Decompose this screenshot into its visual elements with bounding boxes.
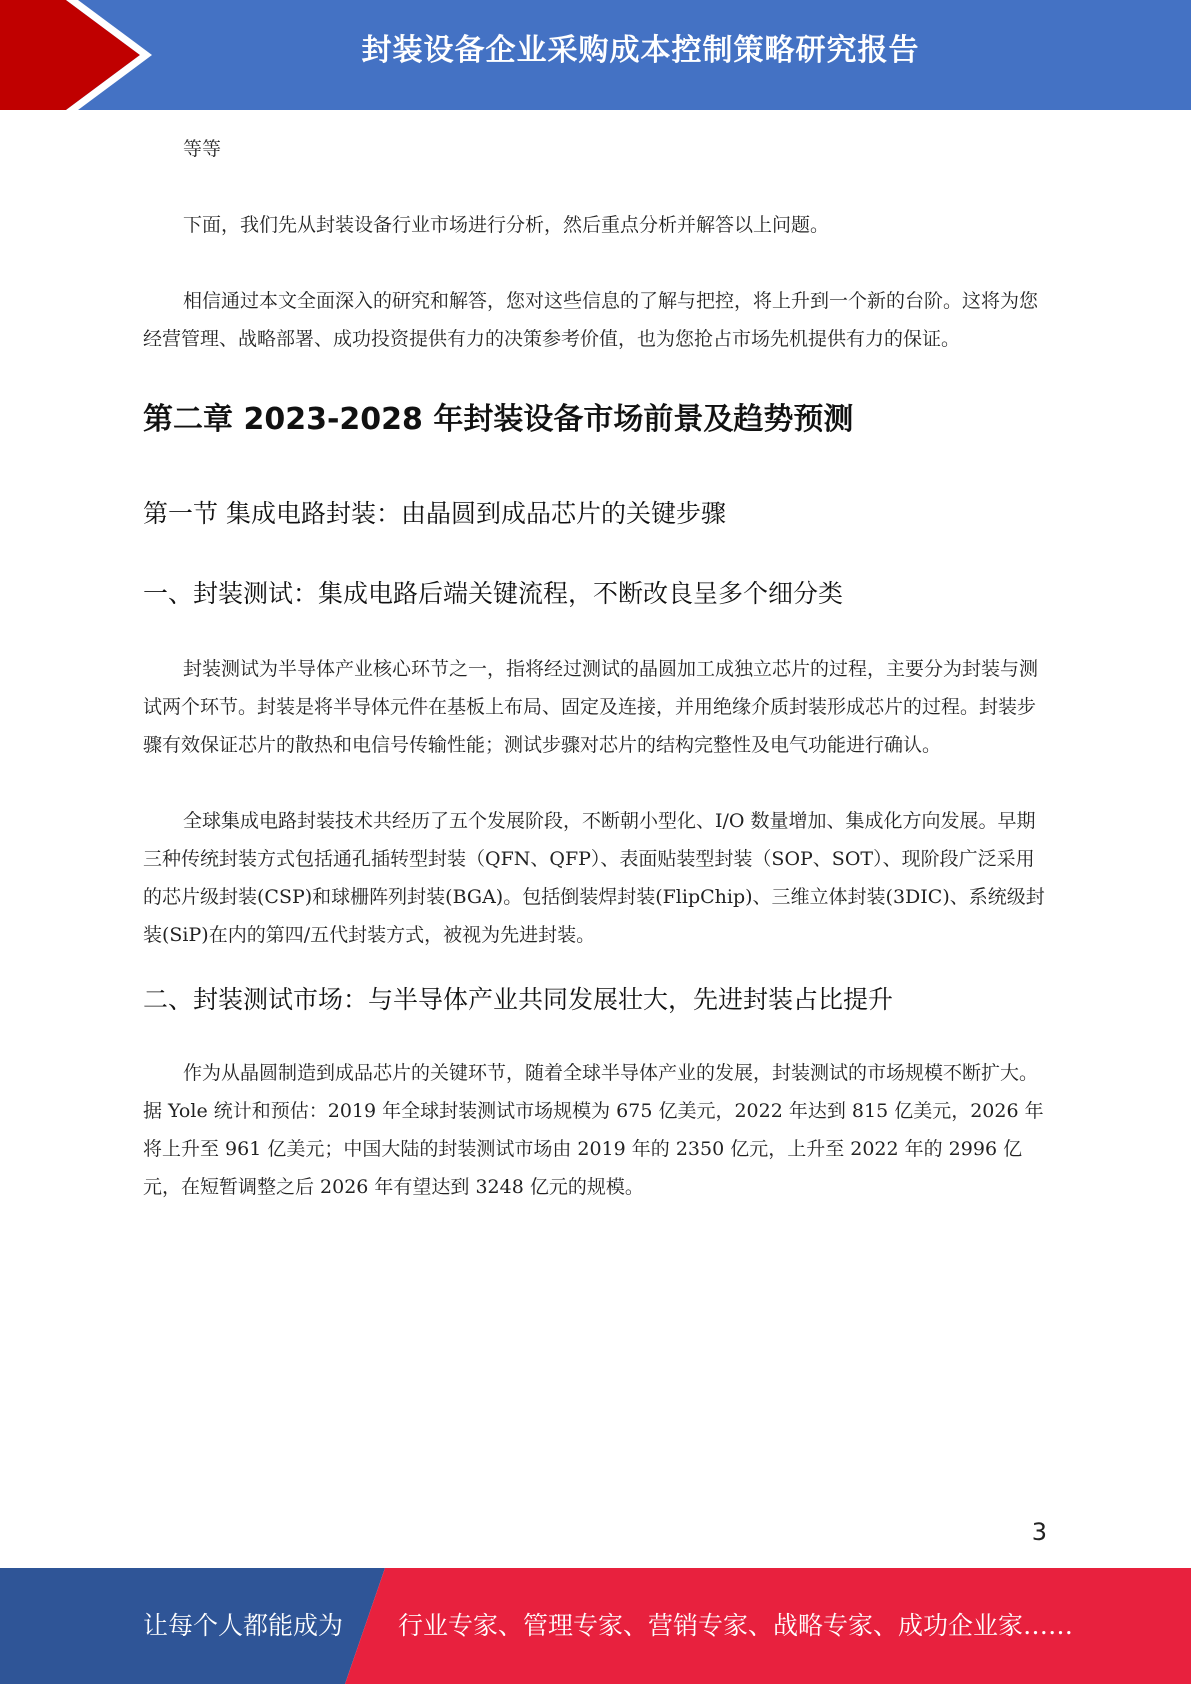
header-title: 封装设备企业采购成本控制策略研究报告 xyxy=(361,33,920,68)
document-body xyxy=(143,130,1045,1206)
section-title: 第一节 集成电路封装：由晶圆到成品芯片的关键步骤 xyxy=(143,499,726,528)
subsection-title-2: 二、封装测试市场：与半导体产业共同发展壮大，先进封装占比提升 xyxy=(143,985,894,1014)
page-footer xyxy=(0,1568,1191,1684)
chapter-title: 第二章 2023-2028 年封装设备市场前景及趋势预测 xyxy=(143,402,854,437)
page-header xyxy=(0,0,1191,110)
paragraph-packaging-history: 全球集成电路封装技术共经历了五个发展阶段，不断朝小型化、I/O 数量增加、集成化方向发展。早期三种传统封装方式包括通孔插转型封装（QFN、QFP）、表面贴装型封装（SOP、SOT）、现阶段广泛采用的芯片级封装(CSP)和球栅阵列封装(BGA)。包括倒装焊封装(FlipChip)、三维立体封装(3DIC)、系统级封装(SiP)在内的第四/五代封装方式，被视为先进封装。 xyxy=(143,810,1045,946)
footer-slogan-right: 行业专家、管理专家、营销专家、战略专家、成功企业家…… xyxy=(398,1611,1074,1640)
paragraph-intro: 下面，我们先从封装设备行业市场进行分析，然后重点分析并解答以上问题。 xyxy=(183,214,830,236)
paragraph-etc: 等等 xyxy=(183,138,222,160)
paragraph-packaging-test: 封装测试为半导体产业核心环节之一，指将经过测试的晶圆加工成独立芯片的过程，主要分为封装与测试两个环节。封装是将半导体元件在基板上布局、固定及连接，并用绝缘介质封装形成芯片的过程。封装步骤有效保证芯片的散热和电信号传输性能；测试步骤对芯片的结构完整性及电气功能进行确认。 xyxy=(143,658,1039,756)
subsection-title-1: 一、封装测试：集成电路后端关键流程，不断改良呈多个细分类 xyxy=(143,579,844,608)
page-number: 3 xyxy=(1031,1518,1047,1546)
footer-slogan-left: 让每个人都能成为 xyxy=(143,1611,344,1640)
paragraph-value: 相信通过本文全面深入的研究和解答，您对这些信息的了解与把控，将上升到一个新的台阶。这将为您经营管理、战略部署、成功投资提供有力的决策参考价值，也为您抢占市场先机提供有力的保证。 xyxy=(143,290,1039,350)
paragraph-market-size: 作为从晶圆制造到成品芯片的关键环节，随着全球半导体产业的发展，封装测试的市场规模不断扩大。据 Yole 统计和预估：2019 年全球封装测试市场规模为 675 亿美元，2022 年达到 815 亿美元，2026 年将上升至 961 亿美元；中国大陆的封装测试市场由 2019 年的 2350 亿元，上升至 2022 年的 2996 亿元，在短暂调整之后 2026 年有望达到 3248 亿元的规模。 xyxy=(143,1062,1044,1198)
header-arrow-shape xyxy=(0,0,160,110)
